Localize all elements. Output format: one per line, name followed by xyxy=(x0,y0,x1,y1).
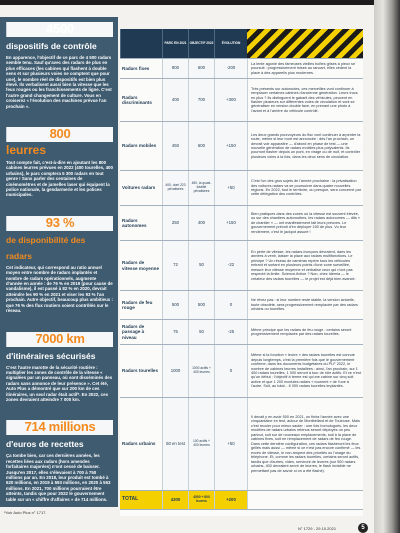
key-figure-headline xyxy=(6,216,113,263)
radar-table xyxy=(120,29,363,516)
row-description: Bien pratiques dans des zones où la vitesse est souvent élevée, ou sur des chantiers autoroutiers, les radars autonomes — dits « de chantier » — ont manifestement fait leurs preuves. Le gouvernement prévoit d'en déployer 150 de plus. Vu leur rendement, c'est le jackpot assuré ! xyxy=(247,206,363,240)
page-edge-shadow xyxy=(374,0,400,533)
header-evolution: ÉVOLUTION xyxy=(214,29,247,58)
row-parc: 50 en test xyxy=(162,398,188,490)
key-figure-title: d'itinéraires sécurisés xyxy=(6,350,96,361)
row-parc: 75 xyxy=(162,320,188,344)
row-parc: 450 xyxy=(162,122,188,170)
key-figure-headline xyxy=(6,127,113,158)
key-figure-number: 714 millions xyxy=(6,420,113,435)
total-description-empty xyxy=(247,491,363,509)
row-description: Ne rêvez pas : si leur nombre reste stable, la version actuelle, toute obsolète, sera progressivement remplacée par des radars urbains ou tourelles. xyxy=(247,291,363,319)
row-label: Radars de vitesse moyenne xyxy=(122,260,160,271)
key-figure-number: 800 xyxy=(6,127,113,142)
row-label: Radars de feu rouge xyxy=(122,299,153,310)
key-figure-revenue xyxy=(6,420,113,502)
key-figures-panel xyxy=(0,17,118,507)
row-description: La lente agonie des fameuses vieilles boîtes grises à pieux se poursuit : progressivement mises au rancart, elles cèdent la place à des appareils plus modernes. xyxy=(247,59,363,78)
header-corner xyxy=(120,29,162,58)
row-evolution: -25 xyxy=(214,320,247,344)
key-figure-text: C'est l'autre marotte de la sécurité routière : multiplier les zones de contrôle de la vitesse « signalées par un panneau, où sont disséminés des radars sans annonce de leur présence ». Cet été, Auto Plus a démontré que sur 200 km de ces itinéraires, un seul radar était actif*. En 2022, ces zones devraient atteindre 7 000 km. xyxy=(6,364,113,402)
key-figure-number: 4500 xyxy=(6,22,113,37)
key-figure-itineraries xyxy=(6,332,113,403)
row-description: Très présents sur autoroutes, ces merveilles vont continuer à remplacer certaines cabines d'ancienne génération. Leurs trucs en plus ? Ils distinguent le gabarit des véhicules, peuvent en flasher plusieurs sur différentes voies de circulation et vont se généraliser en version double face, en prenant une photo à l'avant et à l'arrière du véhicule contrôlé. xyxy=(247,79,363,121)
row-parc: 500 xyxy=(162,291,188,319)
row-label: Radars mobiles xyxy=(122,143,157,149)
row-parc: 72 xyxy=(162,241,188,290)
magazine-page xyxy=(0,5,374,533)
row-label: Radars fixes xyxy=(122,65,150,71)
row-objectif: 400 xyxy=(188,206,214,240)
table-row xyxy=(120,291,363,320)
row-objectif: 1000 actifs + 400 leurres xyxy=(188,345,214,397)
table-row xyxy=(120,398,363,491)
row-description: Même principe que les radars de feu rouge : certains seront progressivement remplacés par des radars tourelles. xyxy=(247,320,363,344)
row-label: Radars de passage à niveau xyxy=(122,324,145,340)
key-figure-headline xyxy=(6,22,113,53)
row-objectif: 600 xyxy=(188,122,214,170)
hazard-stripe-banner xyxy=(247,29,363,58)
row-description: En perte de vitesse, les radars-tronçons devraient, dans les années à venir, laisser la place aux radars multifonctions. Le principe ? Un réseau de caméras repère tous les véhicules entrant et sortant en plusieurs points d'une zone surveillée, mesure leur vitesse moyenne et verbalise ceux qui n'ont pas respecté la limite. Science-fiction ? Non, chez Idemia — le créateur des radars tourelles — le projet est déjà bien avancé. xyxy=(247,241,363,290)
table-row xyxy=(120,59,363,79)
row-parc: 800 xyxy=(162,59,188,78)
row-label: Radars tourelles xyxy=(122,368,158,374)
table-row xyxy=(120,241,363,291)
row-evolution: +150 xyxy=(214,206,247,240)
key-figure-text: Tout compte fait, c'est-à-dire en ajoutant les 800 cabines leurres prévues en 2022 (400 tourelles, 400 urbains), le parc comptera 5 300 radars en tout genre ! Sans parler des centaines de cinémomètres et de jumelles laser qui équipent la police nationale, la gendarmerie et les polices municipales. xyxy=(6,160,113,198)
table-row xyxy=(120,320,363,345)
key-figure-devices xyxy=(6,22,113,109)
row-parc: 400, dont 223 privatisées xyxy=(162,171,188,205)
row-evolution: +150 xyxy=(214,122,247,170)
row-evolution: -22 xyxy=(214,241,247,290)
key-figure-headline xyxy=(6,420,113,451)
row-objectif: 700 xyxy=(188,79,214,121)
key-figure-text: Ça tombe bien, car ces dernières années, les recettes liées aux radars (hors amendes forfaitaires majorées) n'ont cessé de baisser. Jusqu'en 2017, elles s'élevaient à 700 à 750 millions par an. En 2018, leur produit est tombé à 620 millions, en 2019 à 593 millions, en 2020 à 553 millions. En 2021, 700 millions pourraient être atteints, tandis que pour 2022 le gouvernement table sur un « chiffre d'affaires » de 714 millions. xyxy=(6,453,111,502)
row-label: Radars urbains xyxy=(122,441,156,447)
key-figure-title: de disponibilité des radars xyxy=(6,234,86,261)
total-objectif: 4500 + 800 leurres xyxy=(188,491,214,509)
row-parc: 1000 xyxy=(162,345,188,397)
row-parc: 400 xyxy=(162,79,188,121)
row-label: Voitures radars xyxy=(122,185,156,191)
key-figure-headline xyxy=(6,332,113,363)
page-number: 5 xyxy=(358,523,368,533)
row-evolution: -200 xyxy=(214,59,247,78)
row-description: Il devait y en avoir 500 en 2021, on finira l'année avec une cinquantaine en test, autour de Montbéliard et de Toulouse. Mais c'est reculer pour mieux sauter : une fois homologués, les deux modèles de radars urbains retenus seront déployés un peu partout, soit sur de nouveaux emplacements, soit à la place de cabines fixes, soit en remplacement de radars de feu rouge. Dans cette dernière configuration, ces radars flasheront les feux grillés mais aussi — même si ce n'est pas encore confirmé — les excès de vitesse, le non-respect des priorités ou l'usage du téléphone. Et, comme les radars tourelles, certains seront actifs, tandis que d'autres, vides, serviront de leurres (sur 500 radars urbains, 400 devraient servir de leurres, le flash invisible ne permettant pas de savoir si on a été flashé). xyxy=(247,398,363,490)
row-parc: 250 xyxy=(162,206,188,240)
total-parc: 4300 xyxy=(162,491,188,509)
key-figure-title: d'euros de recettes xyxy=(6,439,84,450)
row-description: Même si la fonction « leurre » des radars tourelles est connue depuis longtemps, c'est la première fois que le gouvernement confirme, dans les documents budgétaires du PLF 2022, le nombre de cabines leurres installées : ainsi, l'an prochain, sur 1 400 radars tourelles, 1 000 seront à tour de rôle actifs. Et ce n'est qu'un début : l'objectif à terme est qu'une cabine sur cinq soit active et que 1 200 modules radars « tournent » de l'une à l'autre. Soit, au total... 6 000 radars tourelles implantés. xyxy=(247,345,363,397)
key-figure-title: dispositifs de contrôle xyxy=(6,40,97,51)
row-objectif: 450, la quasi-totalité privatisées xyxy=(188,171,214,205)
issue-number-date: N° 1729 - 29.10.2021 xyxy=(298,526,337,531)
row-objectif: 500 xyxy=(188,291,214,319)
row-objectif: 600 xyxy=(188,59,214,78)
row-objectif: 50 xyxy=(188,241,214,290)
row-description: C'est l'un des gros sujets de l'année prochaine : la privatisation des voitures radars va se poursuivre dans quatre nouvelles régions. En 2022, tout le territoire, ou presque, sera concerné par cette délégation des contrôles. xyxy=(247,171,363,205)
table-row xyxy=(120,171,363,206)
row-evolution: +50 xyxy=(214,398,247,490)
key-figure-number: 7000 km xyxy=(6,332,113,347)
key-figure-text: En apparence, l'objectif de ce parc de 4 500 radars semble tenu. Sauf qu'avec des radars de plus en plus efficaces (les cabines qui flashent à double sens et sur plusieurs voies ne comptent que pour une), le nombre réel de dispositifs est bien plus élevé. Ils verbalisent aussi bien la vitesse que les feux rouges ou les franchissements de ligne. C'est l'autre grand changement de culture. Vous en croiserez « l'évolution des machines prévue l'an prochain ». xyxy=(6,54,112,109)
key-figure-decoys xyxy=(6,127,113,198)
row-evolution: +300 xyxy=(214,79,247,121)
header-objectif: OBJECTIF 2022 xyxy=(188,29,214,58)
key-figure-availability xyxy=(6,216,113,314)
table-row xyxy=(120,122,363,171)
footnote: *Voir Auto Plus n° 1717. xyxy=(4,510,47,515)
header-parc: PARC EN 2021 xyxy=(162,29,188,58)
key-figure-number: 93 % xyxy=(6,216,113,231)
row-evolution: 0 xyxy=(214,291,247,319)
table-header-row xyxy=(120,29,363,59)
row-evolution: +50 xyxy=(214,171,247,205)
table-row xyxy=(120,345,363,398)
total-label: TOTAL xyxy=(120,491,162,509)
table-row xyxy=(120,206,363,241)
total-evolution: +200 xyxy=(214,491,247,509)
row-label: Radars discriminants xyxy=(122,94,152,105)
table-total-row xyxy=(120,491,363,510)
row-description: Les deux grands pourvoyeurs du fisc vont continuer à arpenter la route, même si leur mort est annoncée : dès l'an prochain, on devrait voir apparaître — d'abord en phase de test — une nouvelle génération de radars mobiles plus polyvalents. Ils pourront flasher depuis un pont, en virage ou de nuit, et contrôler plusieurs voies à la fois, dans les deux sens de circulation. xyxy=(247,122,363,170)
key-figure-text: Cet indicateur, qui correspond au ratio annuel moyen entre nombre de radars implantés et nombre de radars opérationnels, augmente d'année en année : de 76 % en 2019 (pour cause de vandalisme), il est passé à 82 % en 2020, devrait atteindre les 90 % en 2021 et viser les 93 % l'an prochain. Autre objectif, beaucoup plus ambitieux : que 76 % des flux routiers soient contrôlés sur le réseau. xyxy=(6,264,113,314)
row-objectif: 50 xyxy=(188,320,214,344)
key-figure-title: leurres xyxy=(6,143,47,157)
table-row xyxy=(120,79,363,122)
row-evolution: 0 xyxy=(214,345,247,397)
row-label: Radars autonomes xyxy=(122,217,147,228)
row-objectif: 100 actifs + 400 leurres xyxy=(188,398,214,490)
